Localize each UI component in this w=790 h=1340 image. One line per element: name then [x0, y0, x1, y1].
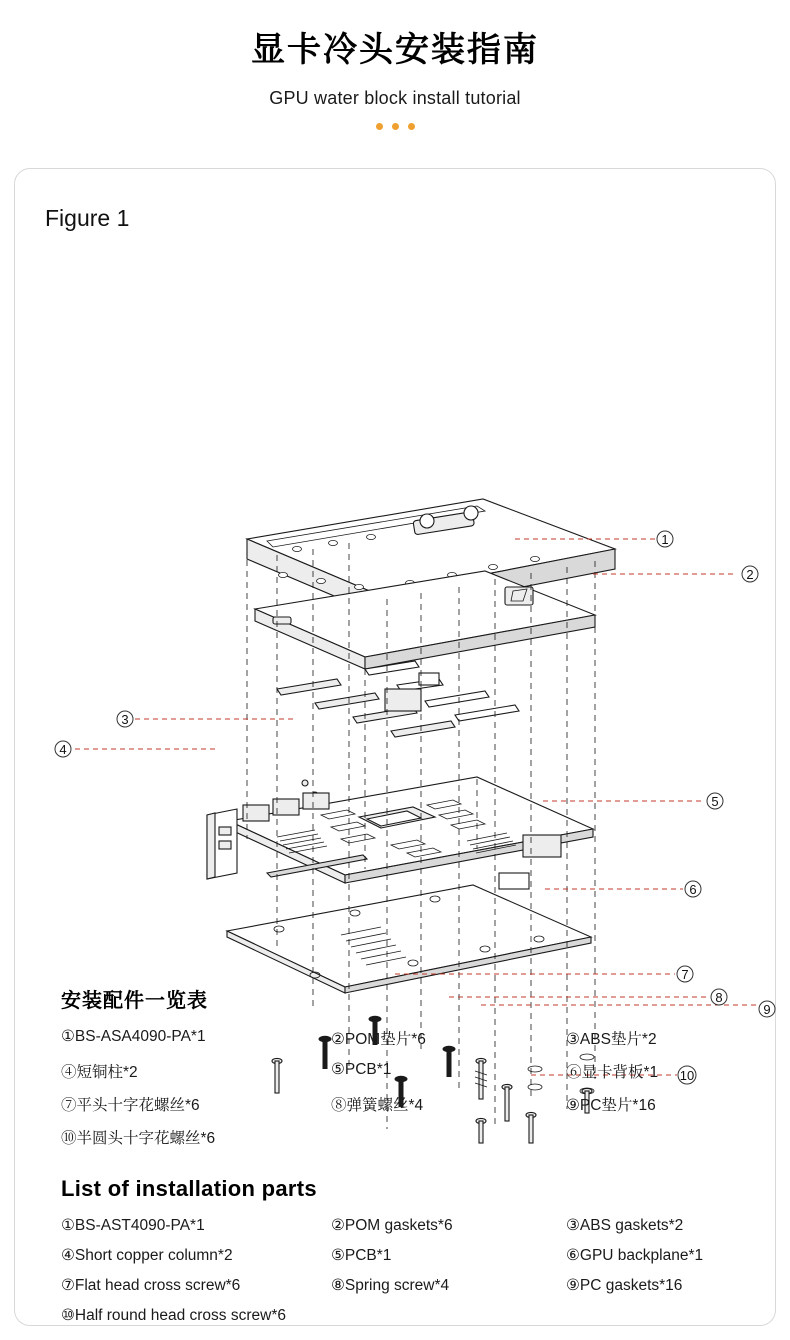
page-header	[0, 0, 790, 130]
part-item: ②POM gaskets*6	[331, 1217, 453, 1234]
page-title-cn: 显卡冷头安装指南	[251, 31, 539, 69]
parts-heading-cn: 安装配件一览表	[61, 990, 208, 1012]
dot-icon	[376, 123, 383, 130]
part-item: ⑦平头十字花螺丝*6	[61, 1097, 200, 1114]
svg-text:9: 9	[763, 1002, 771, 1017]
water-block-top	[247, 499, 615, 669]
part-item: ⑥GPU backplane*1	[566, 1247, 704, 1264]
svg-text:3: 3	[121, 712, 129, 727]
svg-text:8: 8	[715, 990, 723, 1005]
decorative-dots	[0, 123, 790, 130]
part-item: ⑦Flat head cross screw*6	[61, 1277, 241, 1294]
part-item: ⑤PCB*1	[331, 1061, 392, 1078]
part-item: ②POM垫片*6	[331, 1031, 426, 1048]
page-subtitle-en: GPU water block install tutorial	[269, 88, 521, 109]
part-item: ①BS-ASA4090-PA*1	[61, 1028, 206, 1045]
svg-text:7: 7	[681, 967, 689, 982]
svg-text:6: 6	[689, 882, 697, 897]
part-item: ⑧弹簧螺丝*4	[331, 1097, 424, 1114]
svg-text:10: 10	[679, 1068, 695, 1083]
parts-grid-en	[61, 1216, 741, 1325]
part-item: ③ABS垫片*2	[566, 1031, 657, 1048]
part-item: ⑩Half round head cross screw*6	[61, 1307, 286, 1324]
svg-text:1: 1	[661, 532, 669, 547]
part-item: ①BS-AST4090-PA*1	[61, 1217, 205, 1234]
part-item: ⑥显卡背板*1	[566, 1064, 659, 1081]
part-item: ③ABS gaskets*2	[566, 1217, 684, 1234]
part-item: ⑨PC垫片*16	[566, 1097, 656, 1114]
figure-card	[14, 168, 776, 1326]
svg-text:2: 2	[746, 567, 754, 582]
parts-heading-en: List of installation parts	[61, 1176, 317, 1201]
part-item: ⑤PCB*1	[331, 1247, 392, 1264]
dot-icon	[408, 123, 415, 130]
part-item: ⑩半圆头十字花螺丝*6	[61, 1130, 216, 1147]
part-item: ⑨PC gaskets*16	[566, 1277, 683, 1294]
figure-label: Figure 1	[45, 205, 130, 231]
svg-text:5: 5	[711, 794, 719, 809]
svg-text:4: 4	[59, 742, 67, 757]
parts-grid-cn	[61, 1027, 741, 1148]
gpu-backplane	[227, 885, 591, 993]
part-item: ④Short copper column*2	[61, 1247, 233, 1264]
part-item: ⑧Spring screw*4	[331, 1277, 450, 1294]
part-item: ④短铜柱*2	[61, 1064, 138, 1081]
dot-icon	[392, 123, 399, 130]
gpu-pcb	[207, 777, 593, 889]
parts-lists	[61, 984, 741, 1325]
